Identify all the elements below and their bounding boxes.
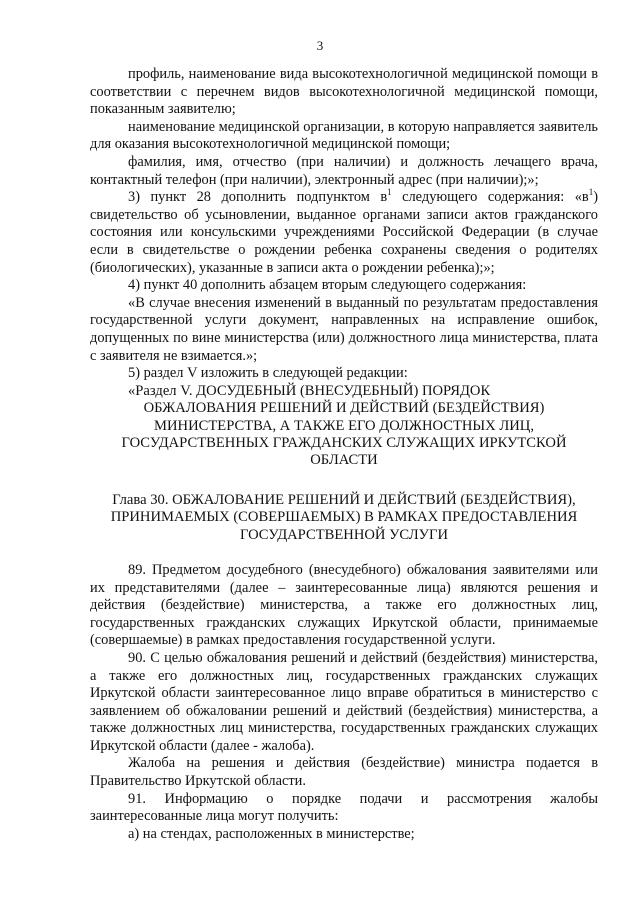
paragraph-91: 91. Информацию о порядке подачи и рассмотрения жалобы заинтересованные лица могут получить:	[90, 790, 598, 825]
item-3-mid: следующего содержания: «в	[391, 189, 589, 206]
page-number: 3	[316, 38, 324, 53]
paragraph-profile: профиль, наименование вида высокотехнологичной медицинской помощи в соответствии с перечнем видов высокотехнологичной медицинской помощи, показанным заявителю;	[90, 66, 598, 118]
item-3-pre: 3) пункт 28 дополнить подпунктом в	[128, 189, 388, 206]
paragraph-item-3	[90, 189, 598, 277]
paragraph-item-4: 4) пункт 40 дополнить абзацем вторым следующего содержания:	[128, 277, 527, 294]
section-heading-rest: ОБЖАЛОВАНИЯ РЕШЕНИЙ И ДЕЙСТВИЙ (БЕЗДЕЙСТВИЯ) МИНИСТЕРСТВА, А ТАКЖЕ ЕГО ДОЛЖНОСТНЫХ ЛИЦ, ГОСУДАРСТВЕННЫХ ГРАЖДАНСКИХ СЛУЖАЩИХ ИРКУТСКОЙ ОБЛАСТИ	[121, 400, 567, 469]
item-3-post: ) свидетельство об усыновлении, выданное органами записи актов гражданского состояния или консульскими учреждениями Российской Федерации (в случае если в свидетельстве о рождении ребенка сохранены сведения о родителях (биологических), указанные в записи акта о рождении ребенка);»;	[90, 189, 598, 276]
document-body	[90, 66, 598, 843]
paragraph-89: 89. Предметом досудебного (внесудебного) обжалования заявителями или их представителями (далее – заинтересованные лица) являются решения и действия (бездействие) министерства, а также его должностных лиц, государственных гражданских служащих Иркутской области, принимаемые (совершаемые) в рамках предоставления государственной услуги.	[90, 561, 598, 649]
chapter-heading: Глава 30. ОБЖАЛОВАНИЕ РЕШЕНИЙ И ДЕЙСТВИЙ (БЕЗДЕЙСТВИЯ), ПРИНИМАЕМЫХ (СОВЕРШАЕМЫХ) В РАМКАХ ПРЕДОСТАВЛЕНИЯ ГОСУДАРСТВЕННОЙ УСЛУГИ	[110, 491, 578, 543]
section-heading	[90, 383, 598, 470]
item-3-superscript-2: 1	[588, 187, 594, 198]
paragraph-90: 90. С целью обжалования решений и действий (бездействия) министерства, а также его должностных лиц, государственных гражданских служащих Иркутской области заинтересованное лицо вправе обратиться в министерство с заявлением об обжаловании решений и действий (бездействия) министерства, а также должностных лиц министерства, государственных гражданских служащих Иркутской области (далее - жалоба).	[90, 649, 598, 754]
paragraph-complaint-minister: Жалоба на решения и действия (бездействие) министра подается в Правительство Иркутской области.	[90, 755, 598, 790]
section-heading-lead: «Раздел V. ДОСУДЕБНЫЙ (ВНЕСУДЕБНЫЙ) ПОРЯДОК	[128, 382, 491, 399]
item-3-superscript-1: 1	[387, 187, 392, 198]
paragraph-91-a: а) на стендах, расположенных в министерстве;	[128, 825, 415, 842]
paragraph-doctor: фамилия, имя, отчество (при наличии) и должность лечащего врача, контактный телефон (при наличии), электронный адрес (при наличии);»;	[90, 153, 598, 188]
paragraph-medical-organization: наименование медицинской организации, в которую направляется заявитель для оказания высокотехнологичной медицинской помощи;	[90, 118, 598, 153]
paragraph-item-5: 5) раздел V изложить в следующей редакции:	[128, 365, 408, 382]
paragraph-item-4-text: «В случае внесения изменений в выданный по результатам предоставления государственной услуги документ, направленных на исправление ошибок, допущенных по вине министерства (или) должностного лица министерства, плата с заявителя не взимается.»;	[90, 294, 598, 364]
